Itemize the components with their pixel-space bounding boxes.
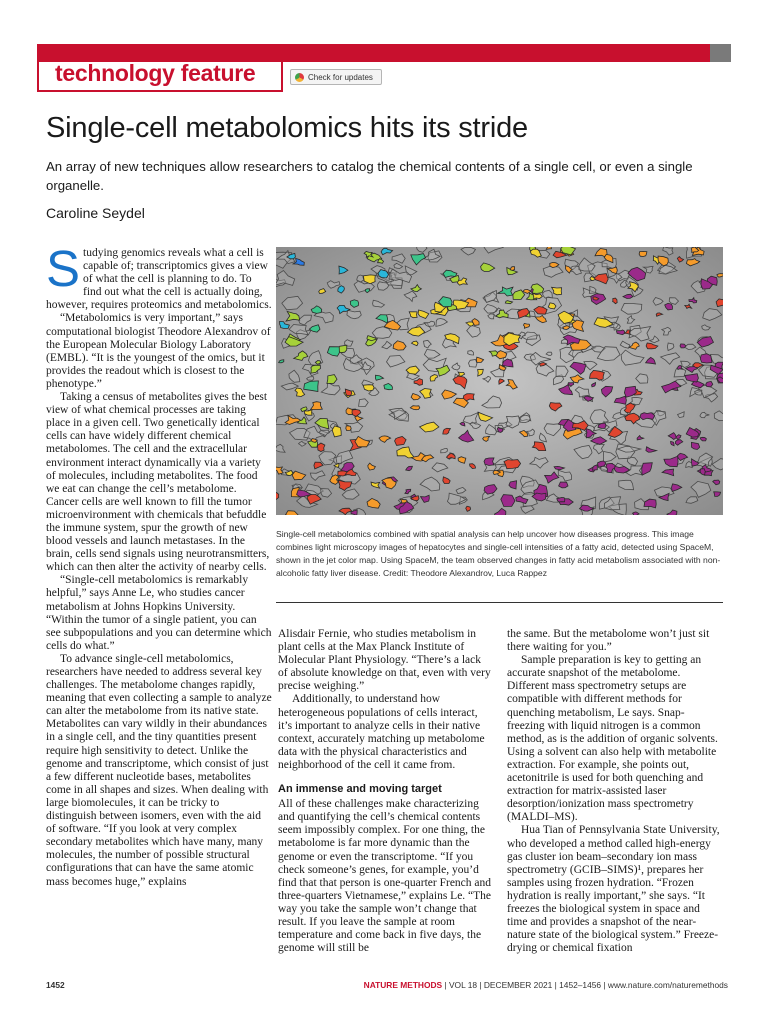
body-paragraph: All of these challenges make characterizing and quantifying the cell’s chemical contents seem impossibly complex. For one thing, the metabolome is far more dynamic than the genome or even the transcriptome. “If you check someone’s genes, for example, you’d find that that person is one-quarter French and three-quarters Vietnamese,” explains Le. “The way you take the sample won’t change that result. If you leave the sample at room temperature and come back in five days, the genome will still be <box>278 798 492 955</box>
body-paragraph: Additionally, to understand how heterogeneous populations of cells interact, it’s important to analyze cells in their native context, accurately matching up metabolome data with the physical characteristics and neighborhood of the cell it came from. <box>278 693 485 771</box>
drop-cap: S <box>46 240 81 297</box>
page-number: 1452 <box>46 980 65 990</box>
body-paragraph: Studying genomics reveals what a cell is capable of; transcriptomics gives a view of what the cell is planning to do. To find out what the cell is actually doing, however, requires proteomics and metabolomics. <box>46 240 272 312</box>
journal-url-link[interactable]: www.nature.com/naturemethods <box>607 980 728 990</box>
body-paragraph: the same. But the metabolome won’t just sit there waiting for you.” <box>507 628 710 654</box>
check-for-updates-label: Check for updates <box>308 72 373 82</box>
body-paragraph: Taking a census of metabolites gives the best view of what chemical processes are taking place in a given cell. Two genetically identical cells can have widely different chemical metabolomes. The cell and the extracellular environment interact dynamically via a variety of molecules, including metabolites. The food we eat can change the cell’s metabolome. Cancer cells are well known to fill the tumor microenvironment with chemicals that befuddle the immune system, spur the growth of new blood vessels and launch metastases. In the brain, cells send signals using neurotransmitters, which can then alter the activity of nearby cells. <box>46 391 270 574</box>
article-author: Caroline Seydel <box>46 205 145 221</box>
microscopy-illustration <box>276 247 723 515</box>
body-paragraph: Hua Tian of Pennsylvania State University, who developed a method called high-energy gas cluster ion beam–secondary ion mass spectrometry (GCIB–SIMS)¹, prepares her samples using frozen hydration. “Frozen hydration is really important,” she says. “It freezes the biological system in space and time and provides a snapshot of the near-nature state of the biological system.” Freeze-drying or chemical fixation <box>507 824 720 955</box>
body-column-3 <box>507 628 722 955</box>
body-paragraph: Alisdair Fernie, who studies metabolism in plant cells at the Max Planck Institute of Molecular Plant Physiology. “There’s a lack of absolute knowledge on that, even with very precise weighing.” <box>278 628 491 693</box>
body-paragraph: Sample preparation is key to getting an accurate snapshot of the metabolome. Different mass spectrometry setups are compatible with different methods for quenching metabolism, Le says. Snap-freezing with liquid nitrogen is a common method, as is the addition of organic solvents. Using a solvent can also help with metabolite extraction. For example, she points out, acetonitrile is used for both quenching and extraction for matrix-assisted laser desorption/ionization mass spectrometry (MALDI–MS). <box>507 654 718 824</box>
body-paragraph: “Single-cell metabolomics is remarkably helpful,” says Anne Le, who studies cancer metabolism at Johns Hopkins University. “Within the tumor of a single patient, you can see subpopulations and you can determine which cells do what.” <box>46 574 272 652</box>
article-title: Single-cell metabolomics hits its stride <box>46 112 528 144</box>
body-column-1 <box>46 240 272 889</box>
header-grey-block <box>710 44 731 62</box>
section-label: technology feature <box>55 60 256 86</box>
check-for-updates-button[interactable] <box>290 69 382 85</box>
body-paragraph: “Metabolomics is very important,” says computational biologist Theodore Alexandrov of the European Molecular Biology Laboratory (EMBL). “It is the youngest of the omics, but it provides the readout which is closest to the phenotype.” <box>46 312 271 390</box>
journal-name: NATURE METHODS <box>363 980 443 990</box>
page-footer <box>46 980 728 994</box>
crossmark-icon <box>295 73 304 82</box>
article-standfirst: An array of new techniques allow researchers to catalog the chemical contents of a single cell, or even a single organelle. <box>46 159 693 193</box>
microscopy-figure-image <box>276 247 723 515</box>
journal-citation <box>364 980 728 990</box>
caption-divider <box>276 602 723 603</box>
body-paragraph: To advance single-cell metabolomics, researchers have needed to address several key challenges. The metabolome changes rapidly, meaning that even collecting a sample to analyze can alter the metabolome from its native state. Metabolites can vary wildly in their abundances in a single cell, and the tiny quantities present require high sensitivity to detect. Unlike the genome and transcriptome, which consist of just a few different nucleotide bases, metabolites come in all shapes and sizes. When dealing with large biomolecules, it can be tricky to distinguish between isomers, even with the aid of software. “If you look at very complex secondary metabolites which have many, many molecules, the number of possible structural configurations that can have the same atomic mass becomes huge,” explains <box>46 652 272 888</box>
figure-caption: Single-cell metabolomics combined with spatial analysis can help uncover how diseases progress. This image combines light microscopy images of hepatocytes and single-cell intensities of a fatty acid, detected using SpaceM, shown in the jet color map. Using SpaceM, the team observed changes in fatty acid metabolism associated with non-alcoholic fatty liver disease. Credit: Theodore Alexandrov, Luca Rappez <box>276 529 721 578</box>
section-subheading: An immense and moving target <box>278 783 442 796</box>
body-column-2 <box>278 628 493 955</box>
issue-info: | VOL 18 | DECEMBER 2021 | 1452–1456 | <box>442 980 608 990</box>
